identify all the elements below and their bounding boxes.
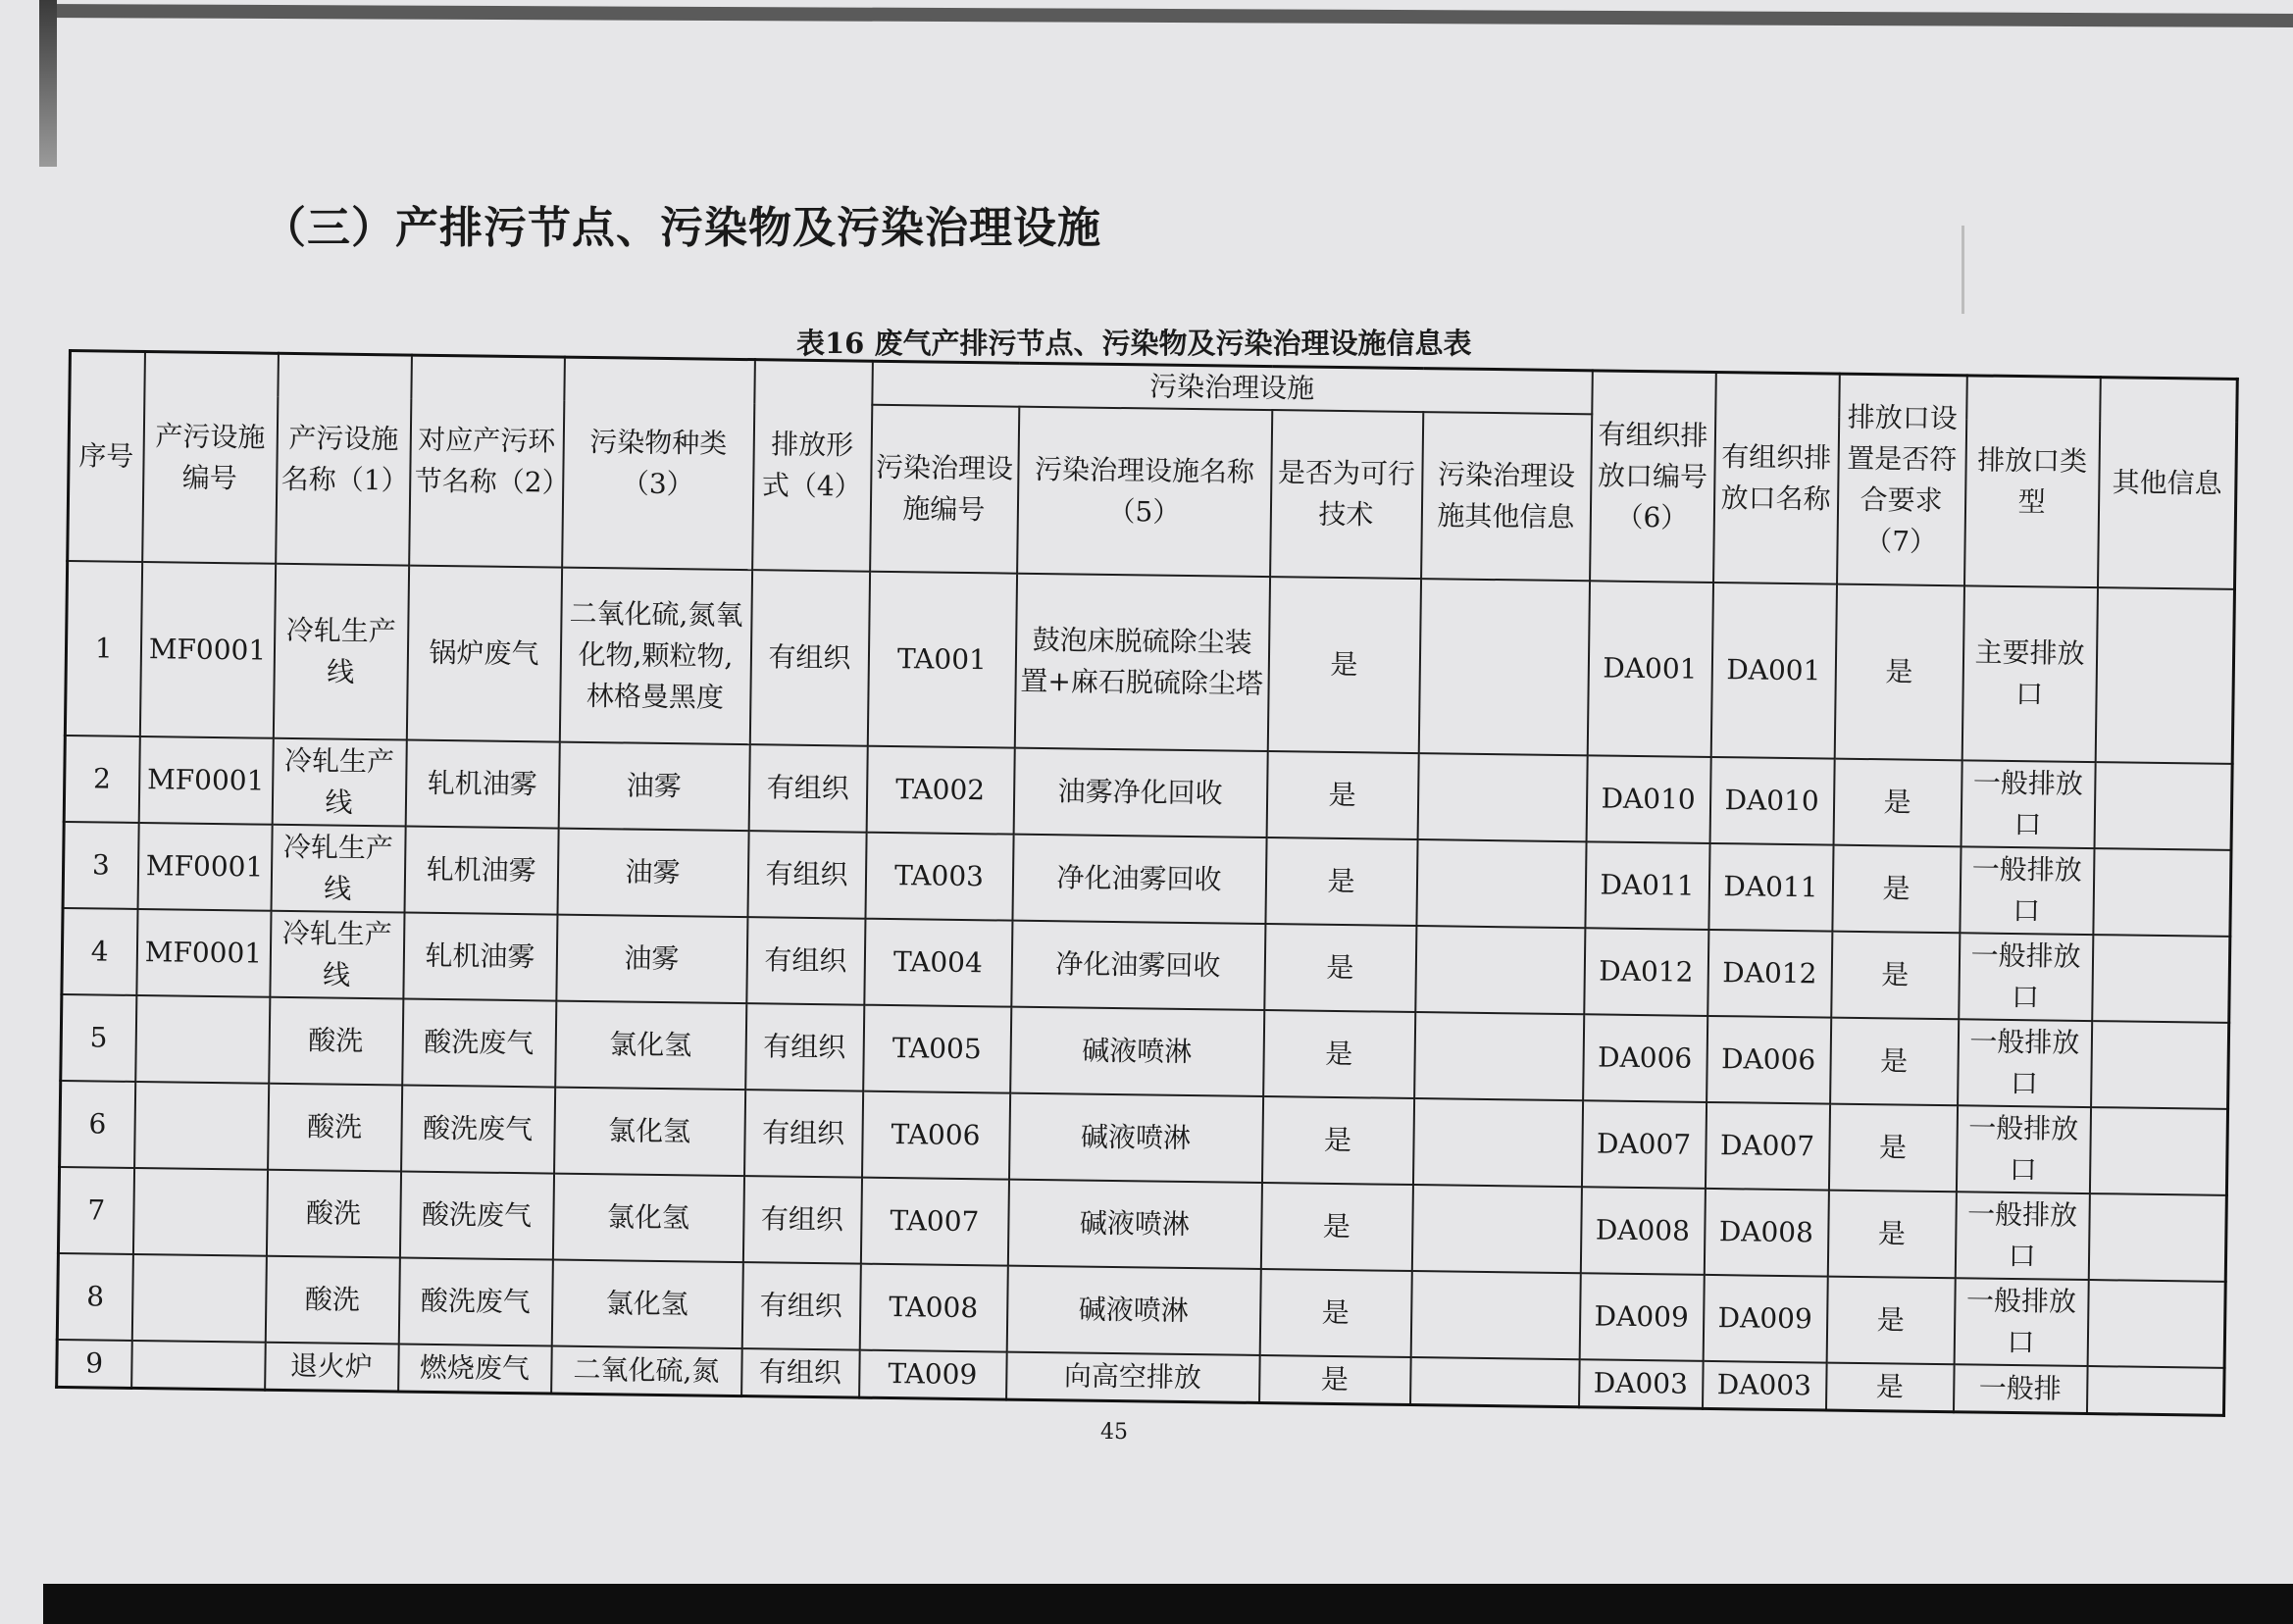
cell-facility-other [1410, 1271, 1580, 1359]
cell-device-code: MF0001 [136, 909, 271, 997]
scan-left-shadow [39, 0, 57, 167]
header-outlet-type: 排放口类型 [1964, 376, 2101, 587]
header-feasible: 是否为可行技术 [1270, 410, 1423, 579]
cell-emission-form: 有组织 [745, 1003, 864, 1091]
cell-facility-other [1417, 753, 1587, 841]
cell-seq: 6 [60, 1081, 135, 1168]
cell-pollutant: 二氧化硫,氮氧化物,颗粒物,林格曼黑度 [559, 568, 751, 745]
cell-outlet-type: 一般排放口 [1954, 1278, 2088, 1366]
scan-mark [1962, 226, 1964, 314]
cell-process-name: 酸洗废气 [401, 1086, 555, 1174]
cell-feasible: 是 [1266, 751, 1418, 839]
cell-facility-code: TA005 [863, 1005, 1011, 1093]
cell-outlet-name: DA003 [1703, 1361, 1827, 1410]
cell-other [2092, 935, 2230, 1023]
cell-seq: 2 [64, 736, 139, 823]
scan-bottom-edge [43, 1584, 2293, 1624]
cell-other [2089, 1107, 2227, 1195]
cell-feasible: 是 [1260, 1183, 1412, 1271]
cell-seq: 1 [65, 561, 141, 736]
cell-seq: 3 [63, 822, 138, 909]
cell-pollutant: 油雾 [557, 829, 748, 918]
cell-device-name: 酸洗 [266, 1170, 400, 1258]
cell-process-name: 轧机油雾 [403, 913, 557, 1001]
cell-emission-form: 有组织 [748, 744, 867, 833]
cell-facility-other [1412, 1098, 1582, 1187]
cell-outlet-type: 主要排放口 [1962, 585, 2097, 762]
cell-feasible: 是 [1265, 837, 1417, 926]
cell-device-code: MF0001 [138, 736, 273, 825]
cell-device-code [131, 1341, 266, 1390]
cell-facility-other [1418, 579, 1589, 755]
cell-outlet-name: DA009 [1703, 1275, 1827, 1363]
header-facility-name: 污染治理设施名称（5） [1017, 407, 1272, 577]
header-emission-form: 排放形式（4） [752, 360, 873, 572]
cell-facility-code: TA004 [864, 919, 1012, 1007]
cell-feasible: 是 [1263, 1010, 1415, 1098]
cell-facility-code: TA003 [865, 833, 1013, 921]
cell-feasible: 是 [1264, 924, 1416, 1012]
cell-device-name: 酸洗 [268, 1084, 402, 1172]
cell-facility-code: TA002 [866, 746, 1014, 835]
cell-process-name: 锅炉废气 [406, 566, 561, 742]
cell-device-name: 冷轧生产线 [272, 738, 406, 827]
cell-outlet-code: DA008 [1580, 1187, 1705, 1275]
cell-pollutant: 二氧化硫,氮 [551, 1346, 742, 1396]
cell-other [2093, 848, 2231, 937]
cell-outlet-name: DA006 [1707, 1016, 1831, 1104]
cell-process-name: 酸洗废气 [399, 1172, 553, 1260]
header-device-code: 产污设施编号 [142, 352, 279, 564]
cell-outlet-type: 一般排放口 [1955, 1192, 2089, 1280]
cell-outlet-code: DA001 [1587, 581, 1712, 757]
cell-outlet-type: 一般排放口 [1958, 1019, 2092, 1107]
cell-device-name: 冷轧生产线 [273, 564, 408, 740]
cell-other [2088, 1193, 2226, 1282]
cell-process-name: 轧机油雾 [404, 827, 558, 915]
cell-device-code [132, 1168, 267, 1256]
header-device-name: 产污设施名称（1） [276, 353, 412, 565]
cell-pollutant: 氯化氢 [555, 1001, 746, 1091]
cell-device-name: 冷轧生产线 [270, 911, 404, 999]
cell-process-name: 轧机油雾 [405, 740, 559, 829]
cell-device-code [131, 1254, 266, 1343]
cell-outlet-compliant: 是 [1830, 1018, 1959, 1106]
table-container [55, 349, 2236, 1437]
cell-emission-form: 有组织 [741, 1348, 860, 1397]
header-outlet-code: 有组织排放口编号（6） [1590, 371, 1716, 583]
cell-emission-form: 有组织 [746, 917, 865, 1005]
cell-outlet-name: DA007 [1705, 1102, 1829, 1191]
cell-outlet-compliant: 是 [1831, 932, 1960, 1020]
header-process-name: 对应产污环节名称（2） [409, 355, 565, 568]
header-outlet-name: 有组织排放口名称 [1713, 372, 1840, 584]
cell-facility-code: TA008 [859, 1264, 1007, 1352]
cell-outlet-type: 一般排放口 [1960, 846, 2094, 935]
cell-other [2091, 1021, 2229, 1109]
cell-emission-form: 有组织 [741, 1262, 860, 1350]
header-outlet-compliant: 排放口设置是否符合要求（7） [1837, 374, 1967, 585]
cell-outlet-code: DA006 [1583, 1014, 1707, 1102]
cell-process-name: 酸洗废气 [398, 1257, 552, 1345]
cell-feasible: 是 [1267, 577, 1420, 753]
table-caption: 表16 废气产排污节点、污染物及污染治理设施信息表 [796, 327, 1472, 360]
cell-outlet-code: DA003 [1579, 1359, 1704, 1408]
cell-pollutant: 氯化氢 [552, 1174, 743, 1263]
cell-outlet-code: DA009 [1579, 1273, 1704, 1361]
cell-other [2095, 587, 2234, 764]
cell-outlet-compliant: 是 [1834, 584, 1963, 761]
cell-emission-form: 有组织 [744, 1090, 863, 1178]
cell-facility-name: 油雾净化回收 [1013, 748, 1267, 837]
cell-seq: 8 [57, 1253, 132, 1341]
cell-device-code [135, 995, 270, 1084]
emission-table [55, 349, 2239, 1417]
cell-outlet-code: DA010 [1586, 755, 1710, 843]
cell-outlet-compliant: 是 [1833, 759, 1962, 847]
cell-emission-form: 有组织 [747, 831, 866, 919]
cell-facility-code: TA009 [859, 1350, 1007, 1399]
header-other: 其他信息 [2098, 378, 2238, 589]
cell-outlet-type: 一般排 [1953, 1364, 2087, 1413]
cell-emission-form: 有组织 [749, 570, 869, 746]
cell-facility-name: 碱液喷淋 [1009, 1093, 1263, 1183]
cell-other [2086, 1366, 2224, 1415]
cell-pollutant: 油雾 [556, 915, 747, 1004]
cell-feasible: 是 [1259, 1269, 1411, 1357]
cell-facility-code: TA001 [867, 572, 1016, 748]
section-heading: （三）产排污节点、污染物及污染治理设施 [263, 203, 1101, 253]
cell-emission-form: 有组织 [742, 1176, 861, 1264]
cell-outlet-name: DA012 [1707, 930, 1832, 1018]
cell-feasible: 是 [1259, 1355, 1411, 1405]
cell-pollutant: 氯化氢 [554, 1088, 745, 1177]
cell-outlet-type: 一般排放口 [1959, 933, 2093, 1021]
cell-outlet-name: DA010 [1709, 757, 1834, 845]
table-row [65, 561, 2234, 764]
cell-facility-name: 净化油雾回收 [1012, 835, 1266, 924]
page-number: 45 [1100, 1420, 1128, 1445]
cell-other [2094, 762, 2232, 850]
cell-facility-name: 净化油雾回收 [1011, 921, 1265, 1010]
cell-other [2087, 1280, 2225, 1368]
cell-outlet-type: 一般排放口 [1961, 760, 2095, 848]
cell-device-name: 酸洗 [265, 1256, 399, 1345]
cell-pollutant: 氯化氢 [551, 1260, 742, 1349]
cell-device-code [134, 1082, 269, 1170]
cell-facility-name: 碱液喷淋 [1010, 1007, 1264, 1096]
cell-process-name: 燃烧废气 [398, 1344, 552, 1394]
scan-top-edge [43, 4, 2293, 27]
header-group-facility: 污染治理设施 [872, 361, 1593, 414]
cell-facility-other [1411, 1185, 1581, 1273]
header-seq: 序号 [68, 351, 145, 562]
cell-facility-other [1415, 926, 1585, 1014]
cell-outlet-compliant: 是 [1828, 1104, 1957, 1193]
cell-outlet-code: DA007 [1581, 1100, 1706, 1189]
cell-seq: 7 [58, 1167, 133, 1254]
cell-device-name: 冷轧生产线 [271, 825, 405, 913]
cell-facility-other [1414, 1012, 1584, 1100]
cell-outlet-name: DA001 [1710, 583, 1836, 759]
cell-seq: 4 [62, 908, 137, 995]
cell-feasible: 是 [1261, 1096, 1413, 1185]
cell-facility-name: 向高空排放 [1006, 1352, 1260, 1403]
cell-outlet-code: DA011 [1585, 841, 1709, 930]
cell-outlet-type: 一般排放口 [1956, 1105, 2090, 1193]
cell-outlet-compliant: 是 [1827, 1191, 1956, 1279]
cell-device-code: MF0001 [139, 562, 275, 738]
cell-facility-code: TA006 [862, 1091, 1010, 1180]
cell-outlet-compliant: 是 [1826, 1277, 1955, 1365]
cell-facility-other [1410, 1357, 1580, 1407]
cell-outlet-name: DA008 [1704, 1189, 1828, 1277]
cell-outlet-compliant: 是 [1832, 845, 1961, 934]
cell-outlet-compliant: 是 [1826, 1363, 1955, 1412]
cell-device-name: 酸洗 [269, 997, 403, 1086]
cell-pollutant: 油雾 [558, 742, 749, 832]
cell-facility-name: 鼓泡床脱硫除尘装置+麻石脱硫除尘塔 [1014, 574, 1269, 751]
cell-process-name: 酸洗废气 [402, 999, 556, 1088]
header-facility-other: 污染治理设施其他信息 [1421, 412, 1592, 581]
header-facility-code: 污染治理设施编号 [870, 405, 1019, 574]
cell-seq: 9 [57, 1340, 132, 1388]
header-pollutant: 污染物种类（3） [562, 357, 755, 570]
cell-facility-name: 碱液喷淋 [1007, 1180, 1261, 1269]
cell-device-name: 退火炉 [265, 1343, 399, 1392]
cell-seq: 5 [61, 994, 136, 1082]
cell-device-code: MF0001 [137, 823, 272, 911]
cell-facility-other [1416, 839, 1586, 928]
cell-outlet-code: DA012 [1584, 928, 1708, 1016]
cell-outlet-name: DA011 [1708, 843, 1833, 932]
cell-facility-code: TA007 [860, 1178, 1008, 1266]
cell-facility-name: 碱液喷淋 [1006, 1266, 1260, 1355]
